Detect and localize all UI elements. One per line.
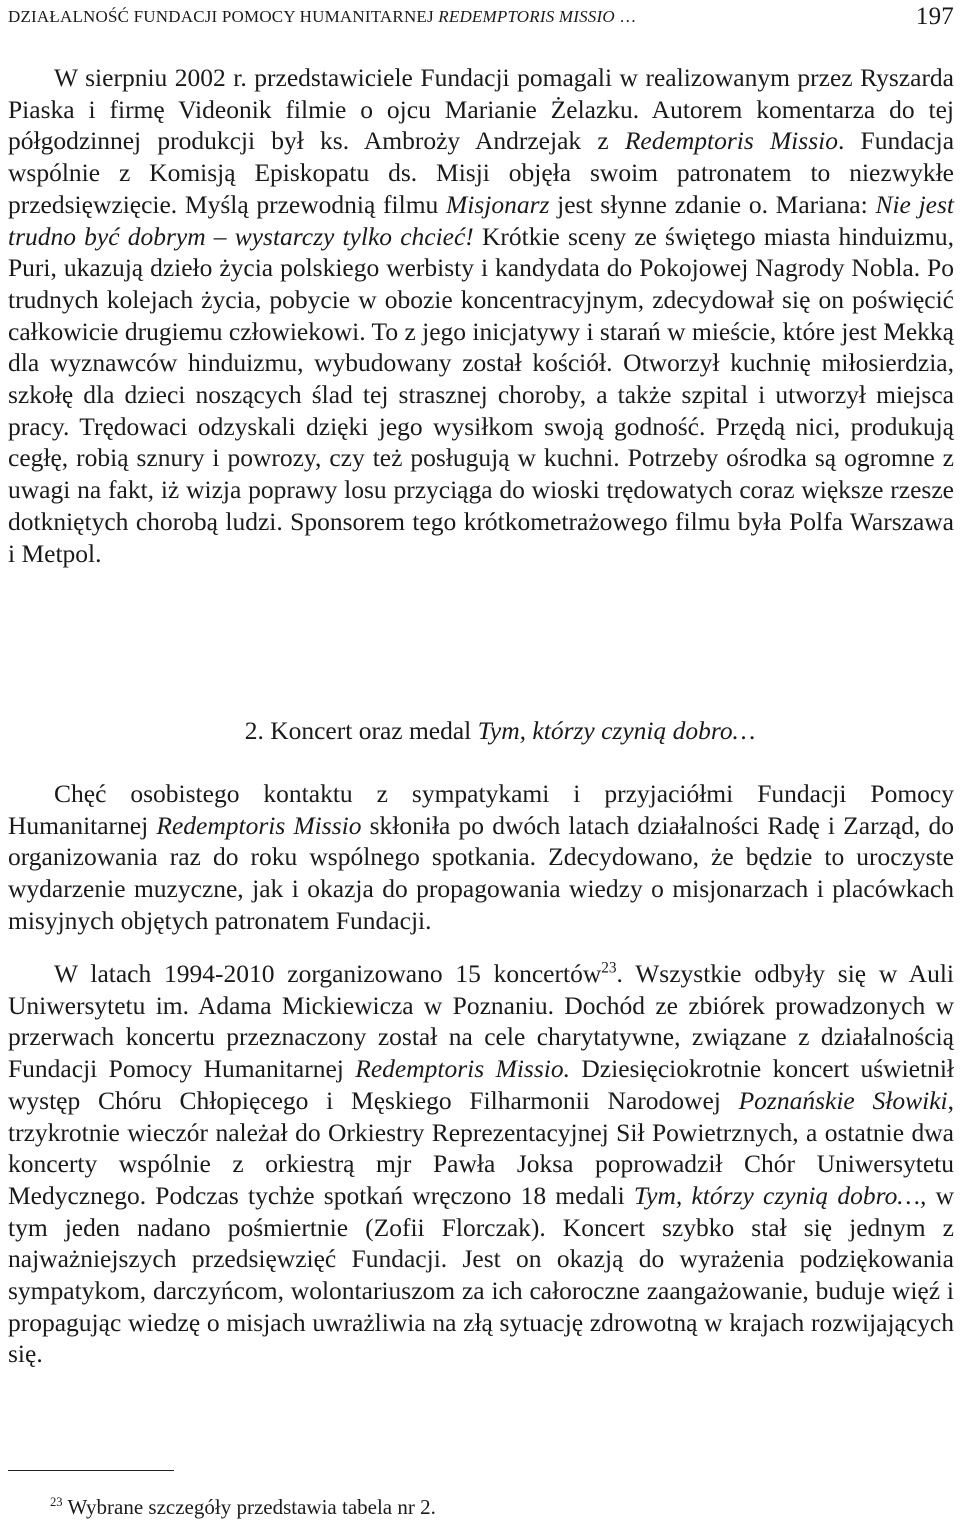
- footnote-text: Wybrane szczegóły przedstawia tabela nr 2.: [62, 1495, 436, 1519]
- footnote: [8, 1494, 954, 1520]
- footnote-reference[interactable]: 23: [601, 959, 617, 977]
- italic-run: Nie jest trudno być dobrym – wystarczy tylko chcieć!: [8, 189, 954, 251]
- footnote-number: 23: [50, 1495, 63, 1509]
- text-run: . Wszystkie odbyły się w Auli Uniwersytetu im. Adama Mickiewicza w Poznaniu. Dochód ze zbiórek prowadzonych w przerwach koncertu przeznaczony został na cele charytatywne, związane z działalnością Fundacji Pomocy Humanitarnej: [8, 959, 954, 1084]
- running-title-suffix: …: [614, 7, 637, 26]
- text-run: Krótkie sceny ze świętego miasta hinduizmu, Puri, ukazują dzieło życia polskiego werbisty i kandydata do Pokojowej Nagrody Nobla. Po trudnych kolejach życia, pobycie w obozie koncentracyjnym, zdecydował się on poświęcić całkowicie drugiemu człowiekowi. To z jego inicjatywy i starań w mieście, które jest Mekką dla wyznawców hinduizmu, wybudowany został kościół. Otworzył kuchnię miłosierdzia, szkołę dla dzieci noszących ślad tej strasznej choroby, a także szpital i utworzył miejsca pracy. Trędowaci odzyskali dzięki jego wysiłkom swoją godność. Przędą nici, produkują cegłę, robią sznury i powrozy, czy też posługują w kuchni. Potrzeby ośrodka są ogromne z uwagi na fakt, iż wizja poprawy losu przyciąga do wioski trędowatych coraz większe rzesze dotkniętych chorobą ludzi. Sponsorem tego krótkometrażowego filmu była Polfa Warszawa i Metpol.: [8, 221, 955, 568]
- section-heading: [0, 715, 960, 747]
- running-title: [8, 7, 637, 27]
- italic-run: Redemptoris Missio.: [355, 1054, 570, 1084]
- italic-run: Redemptoris Missio: [624, 126, 838, 156]
- page-number: 197: [915, 3, 954, 30]
- paragraph-concerts: [8, 958, 954, 1370]
- paragraph-film: [8, 62, 954, 569]
- text-run: , trzykrotnie wieczór należał do Orkiestry Reprezentacyjnej Sił Powietrznych, a ostatnie dwa koncerty wspólnie z orkiestrą mjr Pawła Joksa poprowadził Chór Uniwersytetu Medycznego. Podczas tychże spotkań wręczono 18 medali: [8, 1085, 954, 1210]
- text-run: skłoniła po dwóch latach działalności Radę i Zarząd, do organizowania raz do roku wspólnego spotkania. Zdecydowano, że będzie to uroczyste wydarzenie muzyczne, jak i okazja do propagowania wiedzy o misjonarzach i placówkach misyjnych objętych patronatem Fundacji.: [8, 810, 955, 935]
- text-run: jest słynne zdanie o. Mariana:: [549, 189, 876, 219]
- running-header: [8, 0, 954, 34]
- paragraph-meetings: [8, 778, 954, 937]
- running-title-italic: REDEMPTORIS MISSIO: [438, 7, 615, 26]
- italic-run: Tym, którzy czynią dobro…,: [633, 1180, 927, 1210]
- section-heading-italic: Tym, którzy czynią dobro…: [477, 716, 756, 745]
- running-title-text: DZIAŁALNOŚĆ FUNDACJI POMOCY HUMANITARNEJ: [8, 7, 439, 26]
- text-run: W sierpniu 2002 r. przedstawiciele Fundacji pomagali w realizowanym przez Ryszarda Piaska i firmę Videonik filmie o ojcu Marianie Żelazku. Autorem komentarza do tej półgodzinnej produkcji był ks. Ambroży Andrzejak z: [8, 63, 954, 156]
- italic-run: Redemptoris Missio: [156, 810, 362, 840]
- text-run: Dziesięciokrotnie koncert uświetnił występ Chóru Chłopięcego i Męskiego Filharmonii Narodowej: [8, 1054, 955, 1115]
- text-run: W latach 1994-2010 zorganizowano 15 koncertów: [54, 959, 602, 988]
- text-run: . Fundacja wspólnie z Komisją Episkopatu ds. Misji objęła swoim patronatem to niezwykłe przedsięwzięcie. Myślą przewodnią filmu: [8, 126, 955, 219]
- section-heading-text: 2. Koncert oraz medal: [244, 716, 478, 745]
- italic-run: Poznańskie Słowiki: [738, 1085, 948, 1115]
- text-run: w tym jeden nadano pośmiertnie (Zofii Florczak). Koncert szybko stał się jednym z najważniejszych przedsięwzięć Fundacji. Jest on okazją do wyrażenia podziękowania sympatykom, darczyńcom, wolontariuszom za ich całoroczne zaangażowanie, buduje więź i propagując wiedzę o misjach uwrażliwia na złą sytuację zdrowotną w krajach rozwijających się.: [8, 1180, 954, 1369]
- text-run: Chęć osobistego kontaktu z sympatykami i przyjaciółmi Fundacji Pomocy Humanitarnej: [8, 779, 954, 840]
- footnote-divider: [8, 1470, 174, 1471]
- italic-run: Misjonarz: [446, 189, 550, 219]
